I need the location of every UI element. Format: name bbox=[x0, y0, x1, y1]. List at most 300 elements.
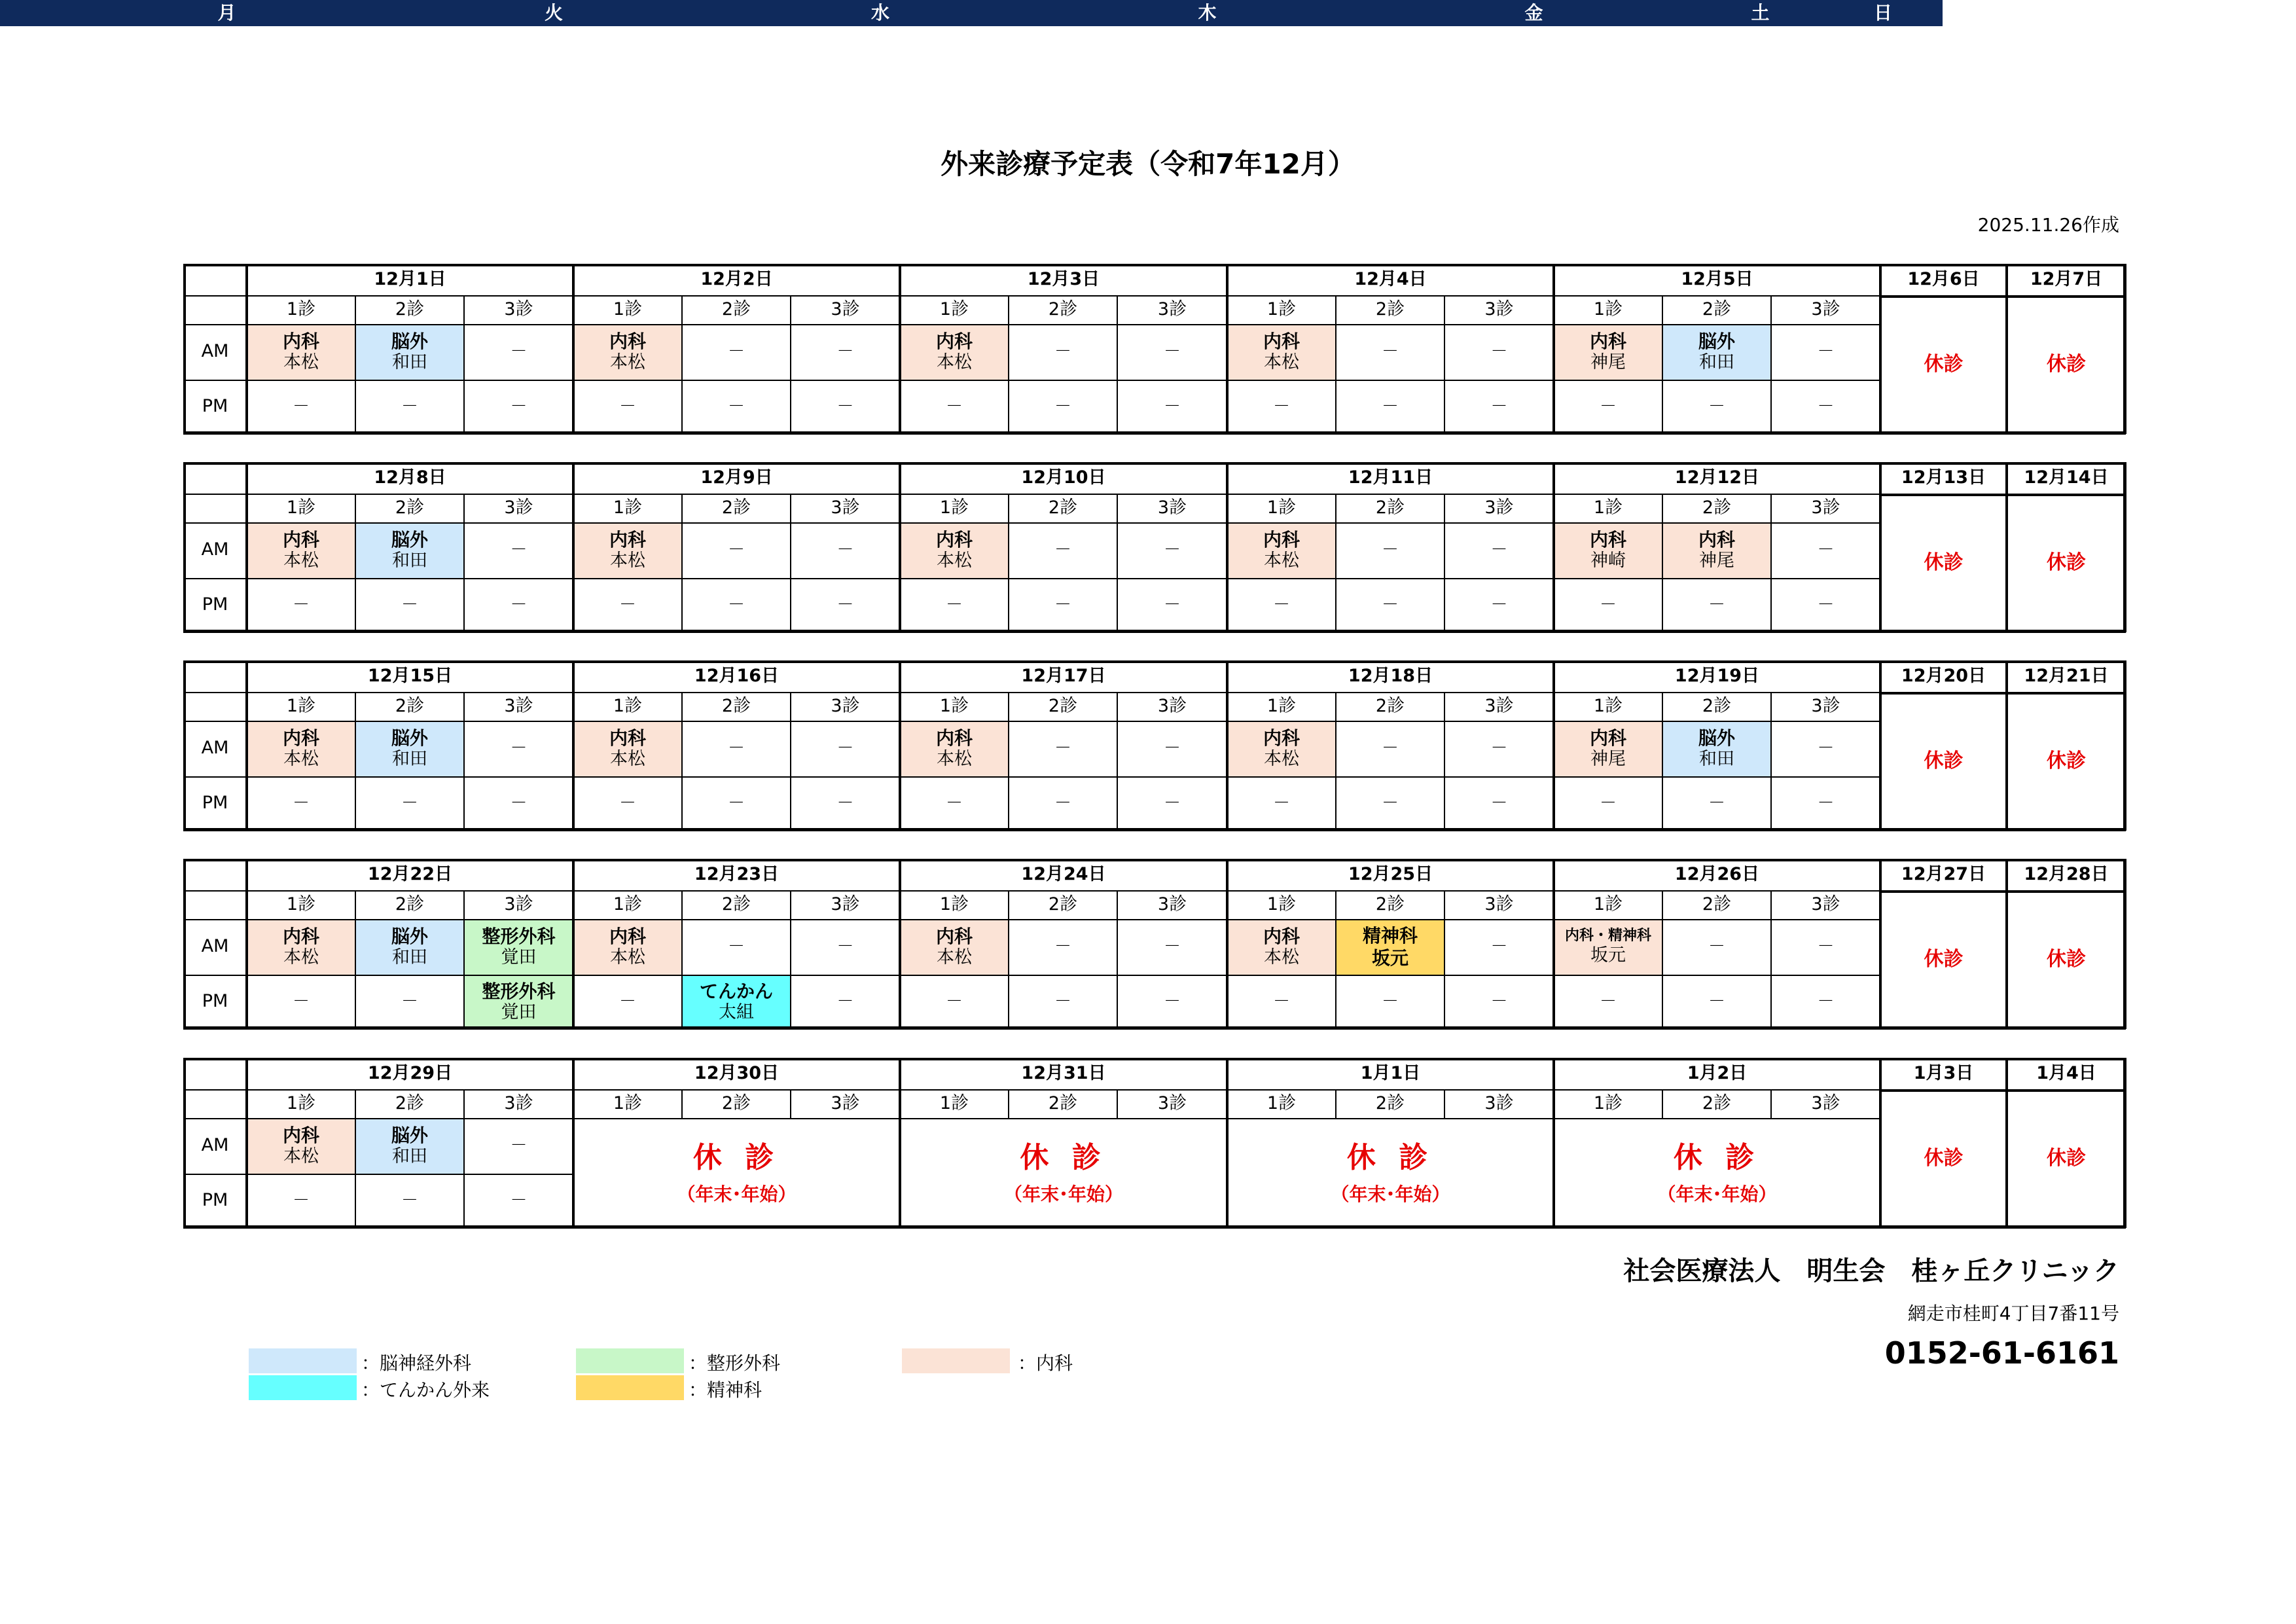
shift-label bbox=[791, 494, 900, 522]
shift-label bbox=[1554, 1089, 1662, 1118]
doctor-name: 覚田 bbox=[501, 947, 537, 968]
department-name: 脳外 bbox=[391, 330, 428, 352]
week-block bbox=[183, 1058, 2126, 1228]
shift-label bbox=[791, 692, 900, 721]
empty-slot bbox=[355, 1174, 464, 1228]
date-label-text: 12月6日 bbox=[1907, 268, 1980, 289]
shift-label-text: 1診 bbox=[1593, 695, 1623, 716]
empty-slot bbox=[464, 721, 573, 776]
no-clinic-dash: － bbox=[401, 396, 418, 416]
date-label-text: 12月28日 bbox=[2024, 863, 2109, 884]
empty-slot bbox=[1009, 776, 1117, 831]
shift-label-text: 1診 bbox=[939, 1092, 969, 1113]
shift-label bbox=[1662, 494, 1771, 522]
no-clinic-dash: － bbox=[1381, 396, 1399, 416]
no-clinic-dash: － bbox=[1272, 991, 1290, 1011]
department-name: 内科 bbox=[282, 1124, 319, 1146]
empty-slot bbox=[355, 776, 464, 831]
shift-label bbox=[1009, 1089, 1117, 1118]
grid-line bbox=[183, 462, 2126, 465]
grid-line bbox=[183, 1225, 2126, 1229]
empty-slot bbox=[1336, 578, 1444, 632]
no-clinic-dash: － bbox=[1272, 396, 1290, 416]
shift-label-text: 1診 bbox=[286, 893, 316, 914]
no-clinic-dash: － bbox=[1054, 539, 1071, 560]
grid-line bbox=[183, 828, 2126, 831]
date-label bbox=[1554, 1058, 1880, 1089]
grid-line bbox=[899, 462, 901, 632]
no-clinic-dash: － bbox=[1817, 738, 1835, 758]
empty-slot bbox=[1444, 721, 1554, 776]
date-label bbox=[247, 1058, 573, 1089]
date-label bbox=[1880, 859, 2007, 890]
shift-label bbox=[1662, 890, 1771, 919]
pm-label-text: PM bbox=[202, 594, 228, 615]
date-label bbox=[1554, 660, 1880, 692]
empty-slot bbox=[1662, 975, 1771, 1029]
shift-label bbox=[1009, 494, 1117, 522]
doctor-name: 坂元 bbox=[1371, 947, 1408, 969]
shift-label-text: 3診 bbox=[1811, 1092, 1840, 1113]
shift-label bbox=[900, 692, 1009, 721]
date-label bbox=[573, 859, 900, 890]
shift-label-text: 2診 bbox=[1375, 1092, 1405, 1113]
department-name: 脳外 bbox=[1698, 330, 1735, 352]
closed-note: （年末･年始） bbox=[1657, 1183, 1777, 1205]
shift-label bbox=[247, 692, 355, 721]
doctor-name: 太組 bbox=[719, 1002, 754, 1023]
no-clinic-dash: － bbox=[619, 396, 636, 416]
doctor-name: 本松 bbox=[1264, 550, 1299, 571]
grid-line bbox=[1662, 494, 1663, 632]
shift-label-text: 3診 bbox=[831, 893, 860, 914]
grid-line bbox=[183, 1058, 2126, 1060]
grid-line bbox=[1335, 295, 1336, 434]
grid-line bbox=[1662, 295, 1663, 434]
date-label-text: 12月29日 bbox=[367, 1062, 453, 1083]
empty-slot bbox=[1009, 522, 1117, 578]
department-name: 内科 bbox=[1263, 727, 1300, 749]
grid-line bbox=[183, 721, 1880, 722]
grid-line bbox=[183, 264, 2126, 266]
date-label bbox=[900, 859, 1227, 890]
grid-line bbox=[183, 660, 186, 831]
shift-label bbox=[1117, 1089, 1227, 1118]
grid-line bbox=[572, 462, 575, 632]
shift-label-text: 1診 bbox=[613, 298, 643, 319]
no-clinic-dash: － bbox=[727, 539, 745, 560]
grid-line bbox=[183, 494, 1880, 495]
new-year-closed bbox=[900, 1118, 1227, 1228]
empty-slot bbox=[247, 380, 355, 434]
shift-label bbox=[682, 295, 791, 324]
shift-label bbox=[1009, 295, 1117, 324]
no-clinic-dash: － bbox=[1599, 594, 1617, 615]
no-clinic-dash: － bbox=[1163, 594, 1181, 615]
shift-label bbox=[573, 1089, 682, 1118]
empty-slot bbox=[464, 578, 573, 632]
shift-label-text: 2診 bbox=[1048, 1092, 1078, 1113]
pm-label-text: PM bbox=[202, 793, 228, 814]
schedule-slot bbox=[464, 919, 573, 975]
schedule-slot bbox=[1554, 721, 1662, 776]
doctor-name: 和田 bbox=[1699, 749, 1734, 770]
shift-label bbox=[1771, 890, 1880, 919]
department-name: 内科 bbox=[935, 528, 973, 550]
grid-line bbox=[2005, 462, 2008, 632]
department-name: 内科 bbox=[935, 925, 973, 947]
no-clinic-dash: － bbox=[1054, 341, 1071, 361]
weekend-closed bbox=[2007, 494, 2126, 632]
no-clinic-dash: － bbox=[1381, 594, 1399, 615]
department-name: 内科 bbox=[282, 330, 319, 352]
empty-slot bbox=[1771, 919, 1880, 975]
date-label-text: 12月18日 bbox=[1348, 665, 1433, 686]
grid-line bbox=[2005, 859, 2008, 1029]
grid-line bbox=[183, 522, 1880, 524]
shift-label bbox=[1336, 890, 1444, 919]
empty-slot bbox=[1662, 380, 1771, 434]
doctor-name: 本松 bbox=[937, 550, 972, 571]
shift-label-text: 2診 bbox=[395, 497, 425, 518]
shift-label-text: 2診 bbox=[1375, 298, 1405, 319]
grid-line bbox=[355, 890, 356, 1029]
shift-label bbox=[1227, 494, 1336, 522]
empty-slot bbox=[1117, 380, 1227, 434]
shift-label bbox=[247, 494, 355, 522]
date-label-text: 12月8日 bbox=[374, 467, 446, 488]
date-label-text: 12月22日 bbox=[367, 863, 453, 884]
closed-note: （年末･年始） bbox=[677, 1183, 797, 1205]
no-clinic-dash: － bbox=[1054, 594, 1071, 615]
date-label-text: 12月13日 bbox=[1901, 467, 1986, 488]
shift-label bbox=[1444, 890, 1554, 919]
date-label-text: 12月10日 bbox=[1021, 467, 1106, 488]
grid-line bbox=[463, 1089, 465, 1228]
empty-slot bbox=[573, 975, 682, 1029]
shift-label-text: 1診 bbox=[613, 695, 643, 716]
no-clinic-dash: － bbox=[727, 738, 745, 758]
empty-slot bbox=[1336, 324, 1444, 380]
empty-slot bbox=[900, 380, 1009, 434]
schedule-slot bbox=[1662, 324, 1771, 380]
date-label bbox=[1554, 462, 1880, 494]
grid-line bbox=[183, 431, 2126, 435]
doctor-name: 本松 bbox=[1264, 749, 1299, 770]
empty-slot bbox=[1771, 380, 1880, 434]
grid-line bbox=[1770, 1089, 1772, 1118]
shift-label-text: 3診 bbox=[831, 298, 860, 319]
empty-slot bbox=[1771, 776, 1880, 831]
no-clinic-dash: － bbox=[401, 594, 418, 615]
grid-line bbox=[183, 975, 1880, 976]
no-clinic-dash: － bbox=[1490, 341, 1508, 361]
empty-slot bbox=[1227, 776, 1336, 831]
new-year-closed bbox=[1554, 1118, 1880, 1228]
date-label bbox=[1880, 660, 2007, 692]
week-block bbox=[183, 462, 2126, 632]
empty-slot bbox=[1444, 975, 1554, 1029]
doctor-name: 本松 bbox=[1264, 352, 1299, 373]
department-name: 内科 bbox=[1589, 528, 1626, 550]
shift-label-text: 3診 bbox=[504, 1092, 533, 1113]
grid-line bbox=[355, 692, 356, 831]
shift-label-text: 3診 bbox=[1484, 695, 1514, 716]
shift-label bbox=[900, 494, 1009, 522]
department-name: 脳外 bbox=[391, 1124, 428, 1146]
date-label-text: 12月4日 bbox=[1354, 268, 1427, 289]
grid-line bbox=[183, 1058, 186, 1228]
shift-label-text: 1診 bbox=[1266, 298, 1297, 319]
shift-label-text: 3診 bbox=[831, 1092, 860, 1113]
grid-line bbox=[1226, 462, 1229, 632]
schedule-slot bbox=[573, 522, 682, 578]
shift-label-text: 3診 bbox=[1484, 1092, 1514, 1113]
no-clinic-dash: － bbox=[1272, 594, 1290, 615]
no-clinic-dash: － bbox=[1381, 793, 1399, 813]
grid-line bbox=[245, 660, 248, 831]
empty-slot bbox=[682, 324, 791, 380]
no-clinic-dash: － bbox=[1163, 738, 1181, 758]
shift-label bbox=[464, 494, 573, 522]
closed-label: 休 診 bbox=[1673, 1140, 1761, 1174]
closed-label: 休 診 bbox=[1346, 1140, 1435, 1174]
department-name: 内科 bbox=[609, 528, 646, 550]
weekday-mon: 月 bbox=[217, 2, 236, 24]
shift-label bbox=[682, 692, 791, 721]
shift-label bbox=[464, 295, 573, 324]
grid-line bbox=[183, 295, 1880, 297]
grid-line bbox=[183, 264, 186, 434]
schedule-slot bbox=[464, 975, 573, 1029]
grid-line bbox=[2123, 1058, 2126, 1228]
grid-line bbox=[183, 578, 1880, 579]
grid-line bbox=[681, 692, 683, 831]
shift-label-text: 2診 bbox=[1048, 695, 1078, 716]
shift-label bbox=[1554, 692, 1662, 721]
shift-label bbox=[682, 494, 791, 522]
shift-label bbox=[355, 692, 464, 721]
doctor-name: 本松 bbox=[937, 749, 972, 770]
grid-line bbox=[1117, 890, 1118, 1029]
empty-slot bbox=[247, 1174, 355, 1228]
date-label bbox=[573, 1058, 900, 1089]
empty-slot bbox=[1009, 721, 1117, 776]
empty-slot bbox=[682, 721, 791, 776]
no-clinic-dash: － bbox=[619, 594, 636, 615]
shift-label-text: 3診 bbox=[831, 497, 860, 518]
shift-label bbox=[1662, 692, 1771, 721]
no-clinic-dash: － bbox=[1381, 341, 1399, 361]
schedule-slot bbox=[247, 919, 355, 975]
grid-line bbox=[183, 1026, 2126, 1030]
shift-label bbox=[682, 890, 791, 919]
grid-line bbox=[899, 264, 901, 434]
department-name: 内科 bbox=[609, 727, 646, 749]
schedule-slot bbox=[355, 522, 464, 578]
date-label-text: 12月25日 bbox=[1348, 863, 1433, 884]
grid-line bbox=[681, 494, 683, 632]
empty-slot bbox=[900, 975, 1009, 1029]
grid-line bbox=[1552, 462, 1555, 632]
empty-slot bbox=[1117, 578, 1227, 632]
legend-label-neuro: ：脳神経外科 bbox=[361, 1352, 472, 1374]
doctor-name: 本松 bbox=[610, 947, 645, 968]
weekday-thu: 木 bbox=[1198, 2, 1217, 24]
closed-label: 休診 bbox=[1924, 353, 1964, 376]
date-label-text: 12月19日 bbox=[1674, 665, 1760, 686]
doctor-name: 和田 bbox=[392, 749, 427, 770]
empty-slot bbox=[791, 975, 900, 1029]
grid-line bbox=[1880, 494, 2126, 496]
pm-label bbox=[183, 1174, 247, 1228]
weekend-closed bbox=[2007, 890, 2126, 1029]
shift-label-text: 2診 bbox=[1375, 497, 1405, 518]
schedule-slot bbox=[573, 324, 682, 380]
grid-line bbox=[790, 494, 791, 632]
empty-slot bbox=[1117, 324, 1227, 380]
shift-label bbox=[573, 692, 682, 721]
shift-label-text: 2診 bbox=[721, 497, 751, 518]
weekend-closed bbox=[2007, 692, 2126, 831]
grid-line bbox=[899, 1058, 901, 1228]
empty-slot bbox=[1009, 919, 1117, 975]
shift-label bbox=[791, 890, 900, 919]
empty-slot bbox=[1444, 776, 1554, 831]
schedule-slot bbox=[1227, 522, 1336, 578]
legend-label-epilepsy: ：てんかん外来 bbox=[361, 1379, 490, 1401]
empty-slot bbox=[1009, 975, 1117, 1029]
shift-label bbox=[900, 295, 1009, 324]
schedule-slot bbox=[247, 1118, 355, 1174]
schedule-slot bbox=[247, 324, 355, 380]
date-label bbox=[2007, 859, 2126, 890]
empty-slot bbox=[1771, 522, 1880, 578]
doctor-name: 坂元 bbox=[1590, 945, 1626, 965]
shift-label-text: 3診 bbox=[1811, 695, 1840, 716]
no-clinic-dash: － bbox=[401, 1190, 418, 1210]
grid-line bbox=[1662, 1089, 1663, 1118]
date-label bbox=[1880, 1058, 2007, 1089]
date-label bbox=[1227, 660, 1554, 692]
no-clinic-dash: － bbox=[619, 991, 636, 1011]
grid-line bbox=[899, 859, 901, 1029]
schedule-slot bbox=[355, 324, 464, 380]
shift-label bbox=[791, 1089, 900, 1118]
closed-label: 休 診 bbox=[692, 1140, 781, 1174]
grid-line bbox=[2123, 660, 2126, 831]
empty-slot bbox=[1444, 919, 1554, 975]
weekday-wed: 水 bbox=[870, 2, 889, 24]
grid-line bbox=[1117, 295, 1118, 434]
doctor-name: 和田 bbox=[392, 352, 427, 373]
date-label bbox=[247, 462, 573, 494]
closed-label: 休診 bbox=[1924, 948, 1964, 971]
no-clinic-dash: － bbox=[292, 594, 310, 615]
no-clinic-dash: － bbox=[510, 1135, 528, 1155]
doctor-name: 本松 bbox=[1264, 947, 1299, 968]
doctor-name: 本松 bbox=[610, 352, 645, 373]
no-clinic-dash: － bbox=[1817, 991, 1835, 1011]
am-label bbox=[183, 1118, 247, 1174]
shift-label bbox=[1662, 1089, 1771, 1118]
date-label-text: 12月26日 bbox=[1674, 863, 1760, 884]
no-clinic-dash: － bbox=[1817, 539, 1835, 560]
empty-slot bbox=[1009, 324, 1117, 380]
grid-line bbox=[572, 859, 575, 1029]
grid-line bbox=[183, 1089, 1880, 1091]
grid-line bbox=[1008, 494, 1009, 632]
no-clinic-dash: － bbox=[945, 594, 963, 615]
shift-label bbox=[355, 295, 464, 324]
date-label bbox=[900, 1058, 1227, 1089]
shift-label-text: 1診 bbox=[1266, 1092, 1297, 1113]
shift-label-text: 2診 bbox=[721, 893, 751, 914]
grid-line bbox=[572, 660, 575, 831]
empty-slot bbox=[1771, 975, 1880, 1029]
closed-label: 休診 bbox=[2047, 1147, 2086, 1170]
legend-label-psych: ：精神科 bbox=[689, 1379, 762, 1401]
empty-slot bbox=[464, 1118, 573, 1174]
shift-label-text: 3診 bbox=[1157, 497, 1187, 518]
doctor-name: 本松 bbox=[937, 947, 972, 968]
schedule-slot bbox=[355, 919, 464, 975]
page-title: 外来診療予定表（令和7年12月） bbox=[941, 148, 1355, 180]
date-label bbox=[1227, 264, 1554, 295]
pm-label-text: PM bbox=[202, 991, 228, 1012]
shift-label bbox=[1117, 494, 1227, 522]
shift-label-text: 1診 bbox=[1266, 893, 1297, 914]
no-clinic-dash: － bbox=[836, 594, 854, 615]
grid-line bbox=[183, 859, 186, 1029]
department-name: 内科 bbox=[1263, 330, 1300, 352]
grid-line bbox=[1770, 295, 1772, 434]
shift-label-text: 2診 bbox=[1702, 695, 1732, 716]
shift-label bbox=[1336, 494, 1444, 522]
shift-label-text: 3診 bbox=[504, 695, 533, 716]
grid-line bbox=[681, 890, 683, 1029]
empty-slot bbox=[791, 380, 900, 434]
grid-line bbox=[183, 890, 1880, 892]
no-clinic-dash: － bbox=[1708, 594, 1725, 615]
date-label-text: 12月17日 bbox=[1021, 665, 1106, 686]
grid-line bbox=[1008, 295, 1009, 434]
shift-label-text: 3診 bbox=[1811, 893, 1840, 914]
shift-label-text: 3診 bbox=[1811, 298, 1840, 319]
no-clinic-dash: － bbox=[1163, 793, 1181, 813]
shift-label-text: 1診 bbox=[939, 893, 969, 914]
no-clinic-dash: － bbox=[1708, 991, 1725, 1011]
am-label-text: AM bbox=[201, 1135, 229, 1156]
no-clinic-dash: － bbox=[401, 793, 418, 813]
grid-line bbox=[1879, 462, 1882, 632]
empty-slot bbox=[1554, 776, 1662, 831]
date-label bbox=[573, 462, 900, 494]
no-clinic-dash: － bbox=[727, 793, 745, 813]
no-clinic-dash: － bbox=[836, 341, 854, 361]
no-clinic-dash: － bbox=[1490, 539, 1508, 560]
shift-label bbox=[1336, 692, 1444, 721]
no-clinic-dash: － bbox=[945, 396, 963, 416]
shift-label-text: 2診 bbox=[1375, 893, 1405, 914]
doctor-name: 和田 bbox=[1699, 352, 1734, 373]
grid-line bbox=[1117, 494, 1118, 632]
shift-label bbox=[1009, 692, 1117, 721]
grid-line bbox=[183, 1118, 1880, 1119]
grid-line bbox=[1879, 1058, 1882, 1228]
grid-line bbox=[183, 692, 1880, 693]
shift-label-text: 2診 bbox=[395, 695, 425, 716]
